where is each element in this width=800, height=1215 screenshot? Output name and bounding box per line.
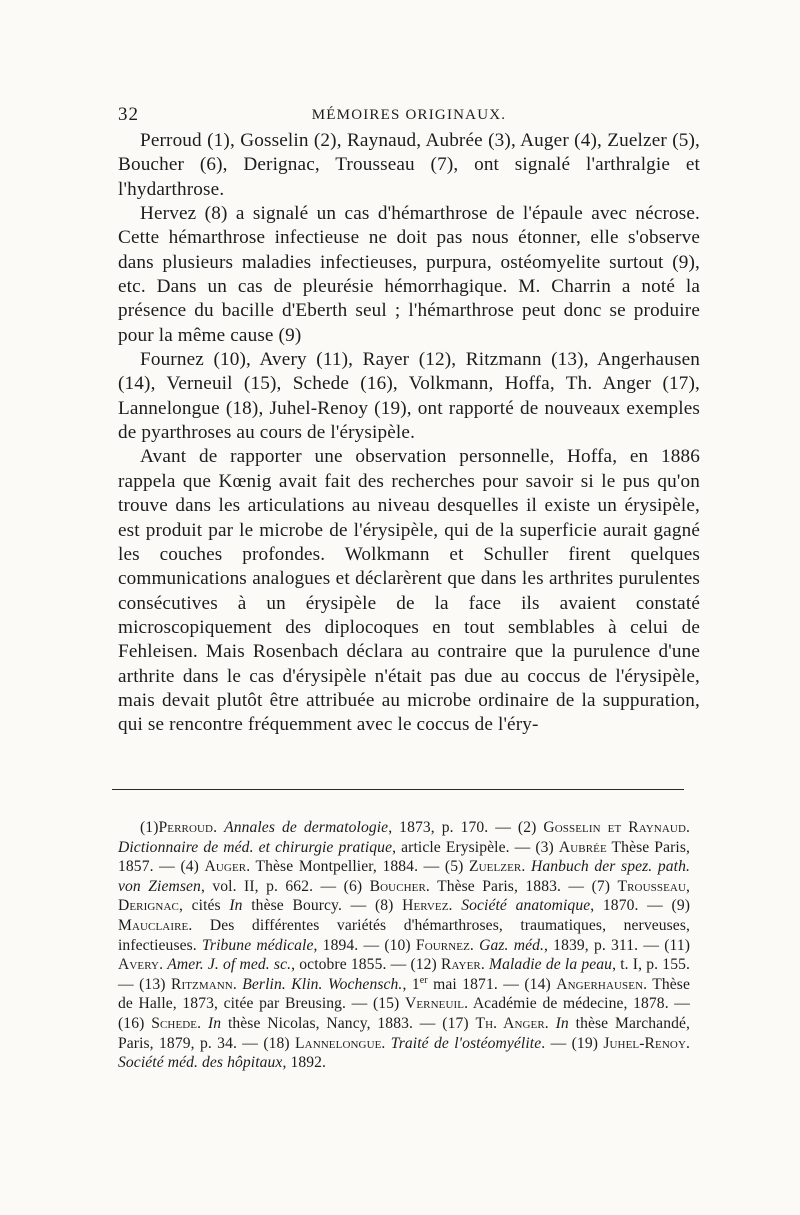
footnote-author: Angerhausen. — [556, 975, 648, 993]
footnote-mark: (1) — [140, 819, 159, 836]
footnote-text: Académie de médecine, 1878. — — [468, 995, 690, 1013]
footnote-title: Société anatomique — [461, 897, 591, 915]
footnote-title: Maladie de la peau — [489, 956, 613, 974]
footnote-mark: (18) — [263, 1034, 296, 1052]
footnote-text: , article Erysipèle. — — [392, 838, 536, 856]
footnote-author: Hervez. — [402, 897, 453, 915]
footnote-in: In — [207, 1014, 222, 1032]
footnote-mark: (2) — [517, 819, 544, 836]
footnote-mark: (12) — [410, 956, 441, 974]
footnote-text: . — — [541, 1034, 572, 1052]
footnote-text: , 1873, p. 170. — — [388, 819, 518, 836]
footnote-author: Perroud. — [158, 819, 218, 836]
footnote-mark: (5) — [444, 858, 469, 876]
body-text — [118, 129, 700, 738]
footnote-author: Boucher. — [369, 877, 430, 895]
footnote-text: Thèse Montpellier, 1884. — — [250, 858, 445, 876]
footnote-author: Trousseau, Derignac — [118, 877, 690, 915]
footnote-mark: (17) — [442, 1014, 476, 1032]
footnote-title: Berlin. Klin. Wochensch. — [242, 975, 403, 993]
footnote-author: Juhel-Renoy. — [603, 1034, 690, 1052]
footnote-text: Thèse de Halle, 1873, citée par Breusing. — — [118, 975, 690, 1013]
footnote-mark: (10) — [384, 936, 416, 954]
footnote-title: Société méd. des hôpitaux — [118, 1054, 283, 1072]
footnote-title: Tribune médicale — [202, 936, 314, 954]
footnote-author: Fournez. — [415, 936, 474, 954]
footnote-text: , 1870. — — [590, 897, 672, 915]
footnote-author: Lannelongue. — [295, 1034, 386, 1052]
footnote-text: , t. I, p. 155. — — [118, 956, 690, 993]
footnote-text: , octobre 1855. — — [291, 956, 411, 974]
footnote-author: Mauclaire. — [118, 916, 193, 934]
footnote-mark: (6) — [343, 877, 370, 895]
footnote-text: Thèse Paris, 1857. — — [118, 838, 690, 876]
footnote-text: , vol. II, p. 662. — — [200, 877, 344, 895]
footnote-author: Zuelzer. — [468, 858, 526, 876]
footnote-author: Verneuil. — [404, 995, 469, 1013]
paragraph: Avant de rapporter une observation personnelle, Hoffa, en 1886 rappela que Kœnig avait fait des recherches pour savoir si le pus qu'on trouve dans les articulations au niveau desquelles il existe un érysipèle, est produit par le microbe de l'érysipèle, qui de la superficie aurait gagné les couches profondes. Wolkmann et Schuller firent quelques communications analogues et déclarèrent que dans les arthrites purulentes consécutives à un érysipèle de la face ils avaient constaté microscopiquement des diplocoques en tout semblables à celui de Fehleisen. Mais Rosenbach déclara au contraire que la purulence d'une arthrite dans le cas d'érysipèle n'était pas due au coccus de l'érysipèle, mais devait plutôt être attribuée au microbe ordinaire de la suppuration, qui se rencontre fréquemment avec le coccus de l'éry- — [118, 446, 700, 736]
footnote-mark: (7) — [591, 877, 618, 895]
footnote-title: Dictionnaire de méd. et chirurgie pratique — [118, 838, 393, 856]
footnote-block — [118, 818, 690, 1073]
footnote-mark: (8) — [374, 897, 403, 915]
paragraph: Perroud (1), Gosselin (2), Raynaud, Aubrée (3), Auger (4), Zuelzer (5), Boucher (6), Derignac, Trousseau (7), ont signalé l'arthralgie et l'hydarthrose. — [118, 130, 700, 200]
footnote-mark: (9) — [671, 897, 691, 915]
footnote-divider — [112, 789, 684, 790]
footnote-mark: (19) — [571, 1034, 604, 1052]
footnote-text: , cités — [178, 897, 230, 915]
footnote-title: Amer. J. of med. sc. — [167, 956, 292, 974]
paragraph: Fournez (10), Avery (11), Rayer (12), Ritzmann (13), Angerhausen (14), Verneuil (15), Schede (16), Volkmann, Hoffa, Th. Anger (17), Lannelongue (18), Juhel-Renoy (19), ont rapporté de nouveaux exemples de pyarthroses au cours de l'érysipèle. — [118, 349, 700, 444]
footnote-author: Aubrée — [558, 838, 607, 856]
footnote-text: , 1839, p. 311. — — [543, 936, 665, 954]
footnote-mark: (11) — [664, 936, 691, 954]
footnote-text: , 1892. — [282, 1054, 327, 1072]
running-title: MÉMOIRES ORIGINAUX. — [311, 107, 507, 123]
footnote-author: Auger. — [204, 858, 251, 876]
footnote-mark: (4) — [180, 858, 205, 876]
footnotes — [118, 818, 690, 1073]
footnote-mark: (3) — [535, 838, 559, 856]
footnote-mark: (14) — [524, 975, 557, 993]
footnote-mark: (15) — [372, 995, 405, 1013]
footnote-superscript: er — [419, 974, 428, 986]
page-header — [118, 104, 700, 128]
footnote-text: Des différentes variétés d'hémarthroses, traumatiques, nerveuses, infectieuses. — [118, 916, 690, 954]
footnote-mark: (13) — [139, 975, 171, 993]
footnote-author: Avery. — [118, 956, 164, 974]
footnote-title: Annales de dermatologie — [224, 819, 389, 836]
footnote-author: Ritzmann. — [170, 975, 237, 993]
page-number: 32 — [118, 104, 139, 125]
footnote-text: thèse Nicolas, Nancy, 1883. — — [221, 1014, 443, 1032]
footnote-text: , 1 — [402, 975, 420, 993]
footnote-text: , 1894. — — [313, 936, 385, 954]
footnote-in: In — [555, 1014, 569, 1032]
footnote-text: mai 1871. — — [427, 975, 525, 993]
footnote-text: Thèse Paris, 1883. — — [429, 877, 592, 895]
footnote-author: Th. Anger. — [475, 1014, 549, 1032]
footnote-author: Schede. — [151, 1014, 202, 1032]
footnote-in: In — [229, 897, 243, 915]
footnote-text: thèse Bourcy. — — [242, 897, 375, 915]
footnote-author: Rayer. — [441, 956, 485, 974]
footnote-title: Traité de l'ostéomyélite — [390, 1034, 542, 1052]
footnote-title: Gaz. méd. — [479, 936, 544, 954]
footnote-author: Gosselin et Raynaud. — [543, 819, 690, 836]
footnote-title: Hanbuch der spez. path. von Ziemsen — [118, 858, 691, 895]
footnote-mark: (16) — [118, 1014, 152, 1032]
footnote-text: thèse Marchandé, Paris, 1879, p. 34. — — [118, 1014, 691, 1052]
paragraph: Hervez (8) a signalé un cas d'hémarthrose de l'épaule avec nécrose. Cette hémarthrose infectieuse ne doit pas nous étonner, elle s'observe dans plusieurs maladies infectieuses, purpura, ostéomyelite surtout (9), etc. Dans un cas de pleurésie hémorrhagique. M. Charrin a noté la présence du bacille d'Eberth seul ; l'hémarthrose peut donc se produire pour la même cause (9) — [118, 203, 700, 346]
